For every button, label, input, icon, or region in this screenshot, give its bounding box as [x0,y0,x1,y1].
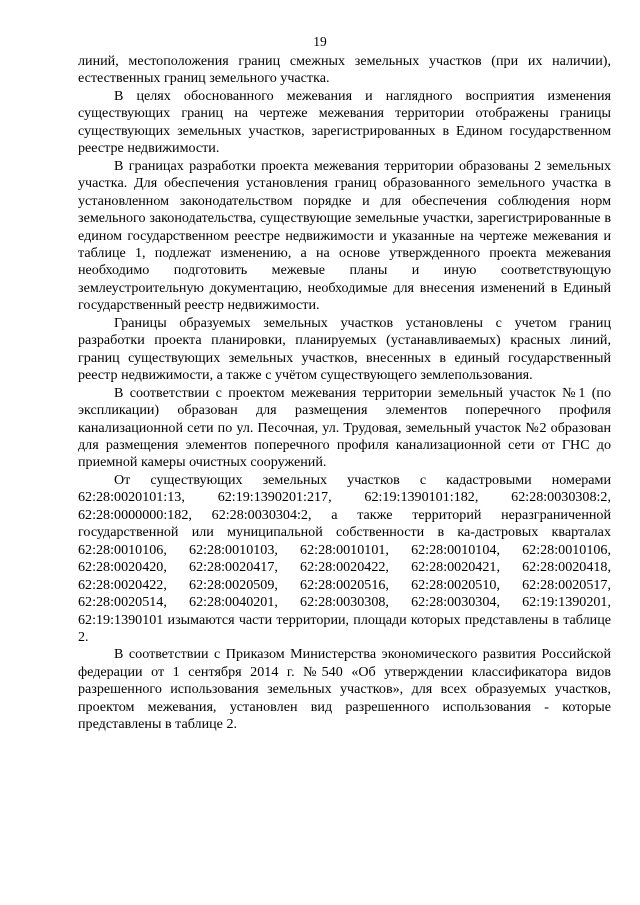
paragraph-plot-purpose: В соответствии с проектом межевания территории земельный участок №1 (по экспликации) образован для размещения элементов поперечного профиля канализационной сети по ул. Песочная, ул. Трудовая, земельный участок №2 образован для размещения элементов поперечного профиля канализационной сети от ГНС до приемной камеры очистных сооружений. [78,384,611,471]
paragraph-continuation: линий, местоположения границ смежных земельных участков (при их наличии), естественных границ земельного участка. [78,53,611,87]
paragraph-permitted-use: В соответствии с Приказом Министерства экономического развития Российской федерации от 1 сентября 2014 г. №540 «Об утверждении классификатора видов разрешенного использования земельных участков», для всех образуемых участков, проектом межевания, установлен вид разрешенного использования - которые представлены в таблице 2. [78,646,611,733]
paragraph-cadastral-numbers: От существующих земельных участков с кадастровыми номерами 62:28:0020101:13, 62:19:1390201:217, 62:19:1390101:182, 62:28:0030308:2, 62:28:0000000:182, 62:28:0030304:2, а также территорий неразграниченной государственной или муниципальной собственности в ка-дастровых кварталах 62:28:0010106, 62:28:0010103, 62:28:0010101, 62:28:0010104, 62:28:0010106, 62:28:0020420, 62:28:0020417, 62:28:0020422, 62:28:0020421, 62:28:0020418, 62:28:0020422, 62:28:0020509, 62:28:0020516, 62:28:0020510, 62:28:0020517, 62:28:0020514, 62:28:0040201, 62:28:0030308, 62:28:0030304, 62:19:1390201, 62:19:1390101 изымаются части территории, площади которых представлены в таблице 2. [78,471,611,645]
document-body [78,53,611,734]
page-number: 19 [313,34,327,49]
paragraph-formed-plots: В границах разработки проекта межевания территории образованы 2 земельных участка. Для обеспечения установления границ образованного земельного участка в установленном законодательством порядке и для обеспечения соблюдения норм земельного законодательства, существующие земельные участки, зарегистрированные в едином государственном реестре недвижимости и указанные на чертеже межевания и таблице 1, подлежат изменению, а на основе утвержденного проекта межевания необходимо подготовить межевые планы и иную соответствующую землеустроительную документацию, необходимые для внесения изменений в Единый государственный реестр недвижимости. [78,157,611,314]
paragraph-existing-boundaries: В целях обоснованного межевания и наглядного восприятия изменения существующих границ на чертеже межевания территории отображены границы существующих земельных участков, зарегистрированных в Едином государственном реестре недвижимости. [78,87,611,157]
paragraph-plot-boundaries: Границы образуемых земельных участков установлены с учетом границ разработки проекта планировки, планируемых (устанавливаемых) красных линий, границ существующих земельных участков, внесенных в единый государственный реестр недвижимости, а также с учётом существующего землепользования. [78,314,611,384]
